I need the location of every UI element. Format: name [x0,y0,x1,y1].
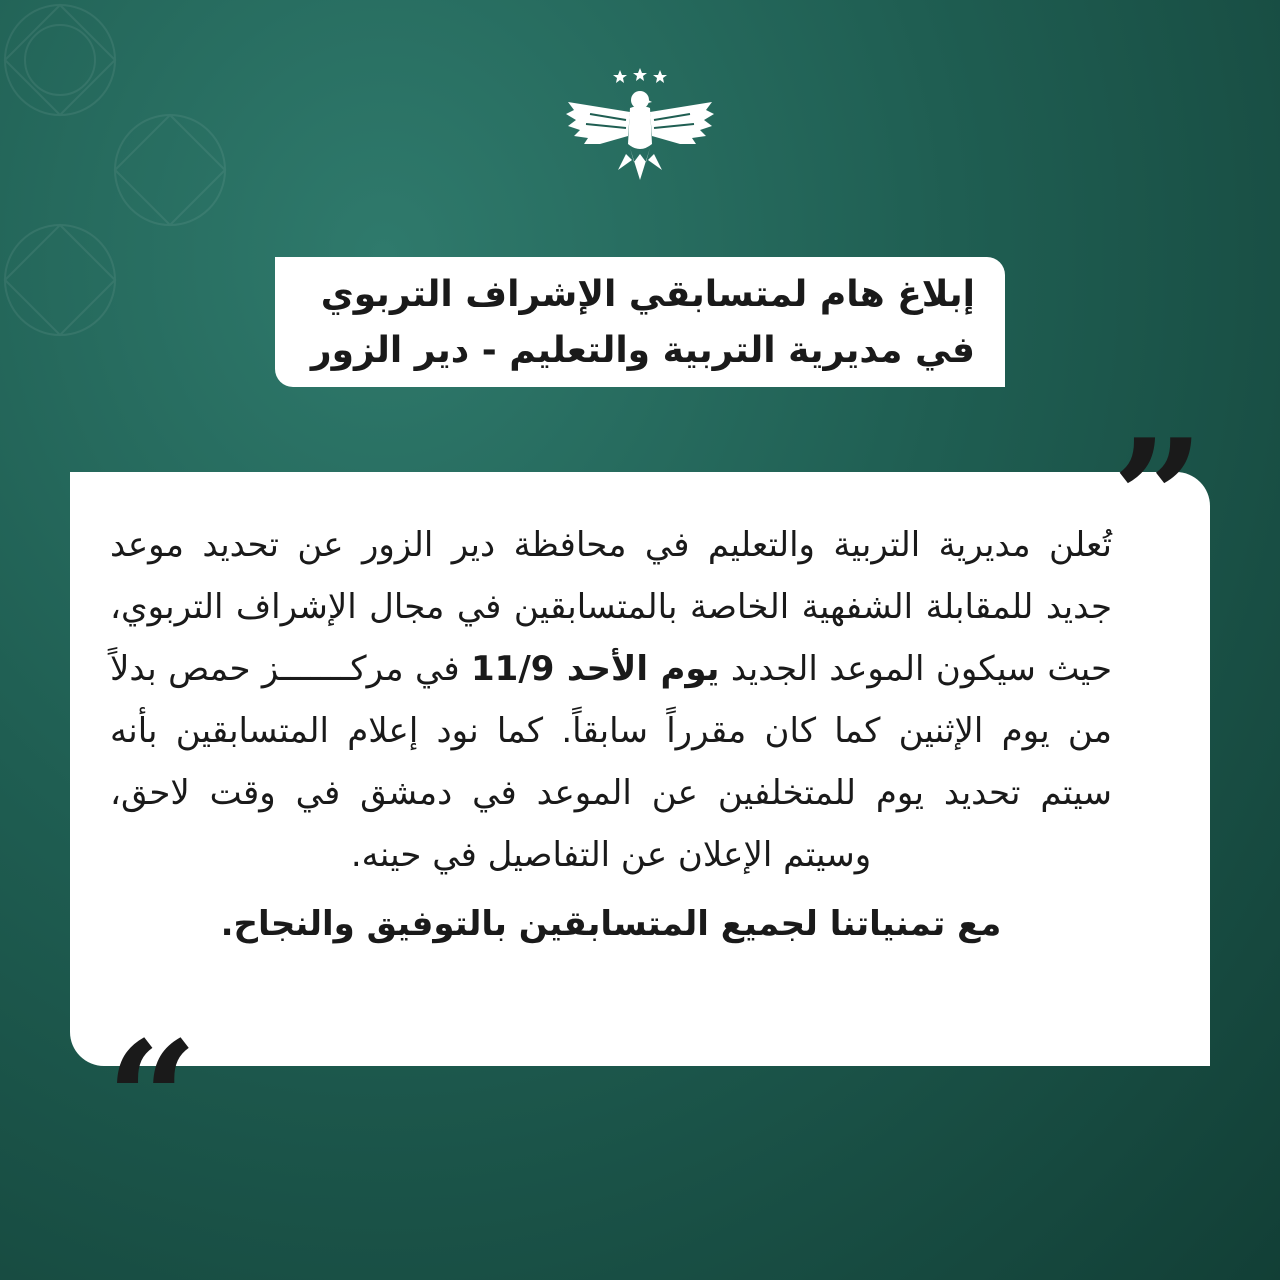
eagle-emblem-icon [560,62,720,187]
title-banner [275,257,1005,387]
announcement-card [70,472,1210,1066]
opening-quote-icon: ” [1112,404,1205,592]
announcement-part-1: تُعلن مديرية التربية والتعليم في محافظة دير الزور عن تحديد موعد جديد للمقابلة الشفهية الخاصة بالمتسابقين في مجال الإشراف التربوي، حيث سيكون الموعد الجديد [110,525,1113,689]
closing-wishes: مع تمنياتنا لجميع المتسابقين بالتوفيق والنجاح. [220,904,1002,944]
closing-quote-icon: “ [106,1006,199,1194]
announcement-date: يوم الأحد 11/9 [471,649,720,689]
announcement-part-2: في مركـــــــز حمص بدلاً من يوم الإثنين كما كان مقرراً سابقاً. كما نود إعلام المتسابقين بأنه سيتم تحديد يوم للمتخلفين عن الموعد في دمشق في وقت لاحق، وسيتم الإعلان عن التفاصيل في حينه. [110,649,1112,875]
announcement-body [110,514,1112,886]
title-line-2: في مديرية التربية والتعليم - دير الزور [310,330,975,371]
title-line-1: إبلاغ هام لمتسابقي الإشراف التربوي [320,274,975,315]
three-stars-icon [613,68,667,83]
